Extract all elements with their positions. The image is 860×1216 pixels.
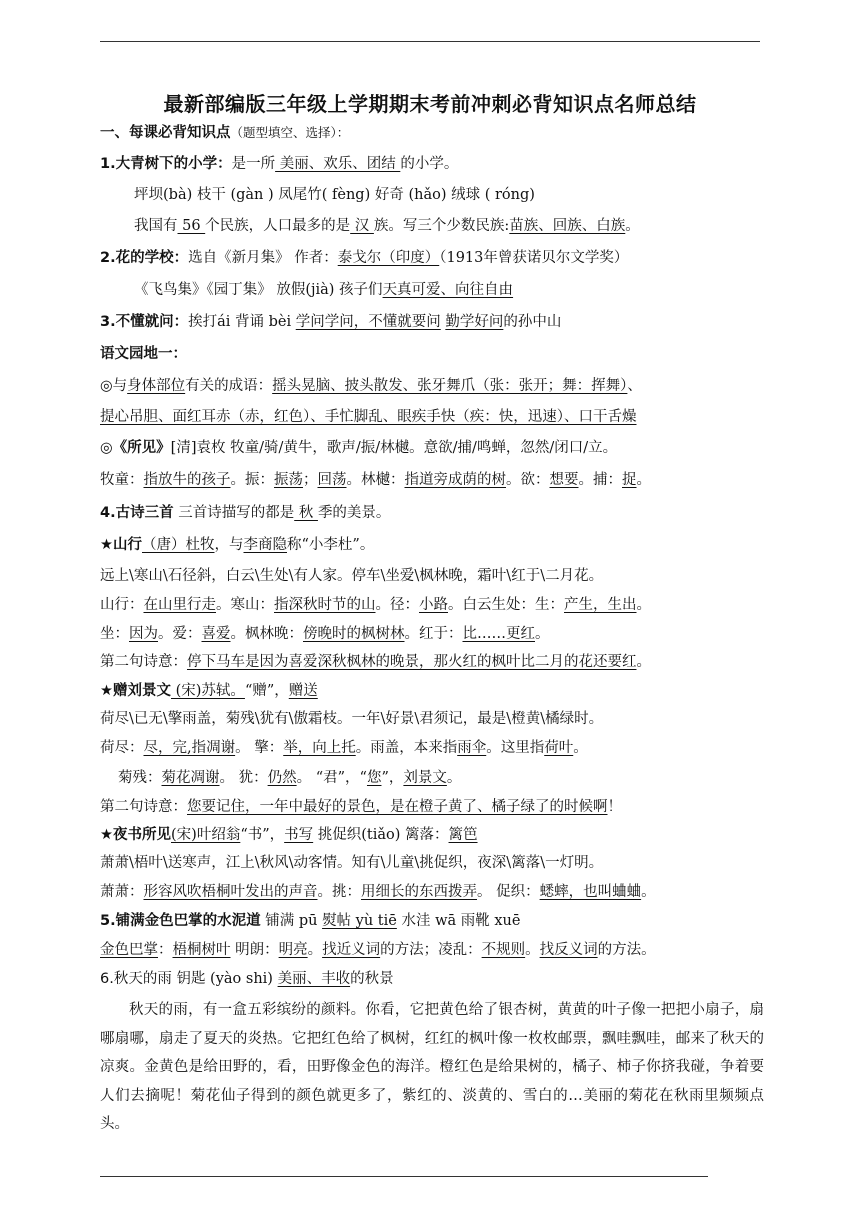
answer: 您要记住，一年中最好的景色，是在橙子黄了、橘子绿了的时候啊 — [187, 799, 608, 815]
text: 水洼 wā 雨靴 xuē — [396, 913, 521, 929]
answer: 蟋蟀，也叫蛐蛐 — [539, 884, 642, 900]
answer: 停下马车是因为喜爱深秋枫林的晚景，那火红的枫叶比二月的花还要红 — [187, 654, 637, 670]
text: ； — [303, 472, 318, 488]
zeng-meaning — [100, 797, 622, 817]
text: 。雨盖，本来指 — [355, 740, 458, 756]
answer: 雨伞 — [457, 740, 487, 756]
lesson-1-line — [100, 154, 458, 174]
lesson-5-heading: 5.铺满金色巴掌的水泥道 — [100, 913, 261, 929]
lesson-2-line — [100, 248, 628, 268]
text: 季的美景。 — [317, 505, 391, 521]
answer: 指道旁成荫的树 — [404, 472, 506, 488]
text: 。枫林晚： — [230, 626, 303, 642]
lesson-4-line — [100, 503, 390, 523]
answer: 比……更红 — [462, 626, 535, 642]
text: 。 — [307, 942, 323, 958]
text: 菊残： — [118, 770, 162, 786]
answer: 书写 — [284, 827, 314, 843]
text: 是一所 — [231, 156, 276, 172]
lesson-2-heading: 2.花的学校： — [100, 250, 189, 266]
text: 。挑： — [317, 884, 361, 900]
footer-rule — [100, 1176, 708, 1177]
poem-text: [清]袁枚 牧童/骑/黄牛，歌声/振/林樾。意欲/捕/鸣蝉，忽然/闭口/立。 — [170, 440, 618, 456]
shanxing-title-line — [100, 535, 374, 555]
answer: 学问学问，不懂就要问 — [295, 314, 441, 330]
answer: 苗族、回族、白族 — [509, 218, 626, 234]
text: 第二句诗意： — [100, 799, 187, 815]
answer: 天真可爱、向往自由 — [382, 282, 514, 298]
answer: 找近义词 — [322, 942, 381, 958]
answer: 喜爱 — [201, 626, 231, 642]
zeng-title-line — [100, 681, 318, 701]
yeshu-notes — [100, 882, 656, 902]
text: 的方法。 — [597, 942, 656, 958]
answer: 荷叶 — [544, 740, 574, 756]
text: 。白云生处：生： — [448, 597, 564, 613]
text: 三首诗描写的都是 — [173, 505, 295, 521]
text: 的方法；凌乱： — [380, 942, 482, 958]
answer: (宋)苏轼。 — [171, 683, 245, 699]
answer: 勤学好问 — [445, 314, 504, 330]
lesson-6-paragraph: 秋天的雨，有一盒五彩缤纷的颜料。你看，它把黄色给了银杏树，黄黄的叶子像一把把小扇子，扇哪扇哪，扇走了夏天的炎热。它把红色给了枫树，红红的枫叶像一枚枚邮票，飘哇飘哇，邮来了秋天的凉爽。金黄色是给田野的，看，田野像金色的海洋。橙红色是给果树的，橘子、柿子你挤我碰，争着要人们去摘呢！菊花仙子得到的颜色就更多了，紫红的、淡黄的、雪白的…美丽的菊花在秋雨里频频点头。 — [100, 1002, 764, 1132]
lesson-1-heading: 1.大青树下的小学： — [100, 156, 232, 172]
lesson-4-heading: 4.古诗三首 — [100, 505, 174, 521]
text: 。红于： — [404, 626, 463, 642]
yeshu-title-line — [100, 825, 478, 845]
answer: 熨帖 yù tiē — [322, 913, 397, 929]
text: 的孙中山 — [503, 314, 562, 330]
text: 。 — [535, 626, 550, 642]
answer: 汉 — [350, 218, 374, 234]
text: 选自《新月集》 作者： — [188, 250, 338, 266]
text: 。 犹： — [219, 770, 268, 786]
text: 钥匙 (yào shi) — [171, 971, 278, 987]
answer: 傍晚时的枫树林 — [303, 626, 405, 642]
answer: 身体部位 — [127, 378, 186, 394]
text: ”， — [381, 770, 404, 786]
text: 、 — [627, 378, 642, 394]
shanxing-poem: 远上\寒山\石径斜，白云\生处\有人家。停车\坐爱\枫林晚，霜叶\红于\二月花。 — [100, 568, 604, 584]
text: 《飞鸟集》《园丁集》 放假(jià) 孩子们 — [134, 282, 383, 298]
lesson-1-pinyin: 坪坝(bà) 枝干 (gàn ) 凤尾竹( fèng) 好奇 (hǎo) 绒球 ( róng) — [134, 187, 535, 203]
answer: 形容风吹梧桐叶发出的声音 — [143, 884, 318, 900]
answer: 摇头晃脑、披头散发、张牙舞爪（张：张开；舞：挥舞） — [272, 378, 628, 394]
section-heading — [100, 123, 349, 143]
lesson-1-ethnic — [134, 216, 640, 236]
text: 。 — [641, 884, 656, 900]
text: 。寒山： — [216, 597, 274, 613]
answer: 因为 — [129, 626, 158, 642]
text: 挨打ái 背诵 bèi — [188, 314, 296, 330]
poem-title: ★赠刘景文 — [100, 683, 171, 699]
text: 。 — [636, 654, 651, 670]
answer: 美丽、丰收 — [277, 971, 351, 987]
text: “赠”， — [244, 683, 289, 699]
answer: 刘景文 — [403, 770, 447, 786]
answer: (宋)叶绍翁 — [171, 827, 241, 843]
text: 明朗： — [230, 942, 279, 958]
text: 个民族，人口最多的是 — [205, 218, 351, 234]
answer: 菊花凋谢 — [161, 770, 220, 786]
answer: 指深秋时节的山 — [274, 597, 376, 613]
answer: 在山里行走 — [143, 597, 216, 613]
text: ： — [158, 942, 173, 958]
answer: 李商隐 — [243, 537, 287, 553]
yeshu-poem: 萧萧\梧叶\送寒声，江上\秋风\动客情。知有\儿童\挑促织，夜深\篱落\一灯明。 — [100, 855, 604, 871]
text: 。 — [525, 942, 540, 958]
text: “书”， — [240, 827, 285, 843]
text: 坐： — [100, 626, 129, 642]
answer: 您 — [366, 770, 382, 786]
text: 。捕： — [578, 472, 622, 488]
lesson-6-heading: 6.秋天的雨 — [100, 971, 172, 987]
section-heading-text: 一、每课必背知识点 — [100, 125, 231, 141]
section-heading-note: （题型填空、选择）： — [230, 125, 350, 140]
answer: 小路 — [419, 597, 448, 613]
zeng-notes-2 — [118, 768, 461, 788]
zeng-notes-1 — [100, 738, 588, 758]
answer: 不规则 — [481, 942, 526, 958]
lesson-3-heading: 3.不懂就问： — [100, 314, 189, 330]
lesson-5-notes — [100, 940, 656, 960]
text: 称“小李杜”。 — [287, 537, 375, 553]
text: （1913年曾获诺贝尔文学奖） — [439, 250, 629, 266]
text: 铺满 pū — [260, 913, 323, 929]
answer: 泰戈尔（印度） — [337, 250, 440, 266]
text: 。 — [625, 218, 640, 234]
lesson-5-line — [100, 911, 520, 931]
text: 荷尽： — [100, 740, 144, 756]
text: 。这里指 — [486, 740, 545, 756]
answer: 振荡 — [274, 472, 303, 488]
answer: 金色巴掌 — [100, 942, 158, 958]
text: 萧萧： — [100, 884, 144, 900]
answer: 梧桐树叶 — [172, 942, 231, 958]
answer: 捉 — [622, 472, 637, 488]
header-rule — [100, 41, 760, 42]
text: ，与 — [214, 537, 244, 553]
shanxing-meaning — [100, 652, 651, 672]
text: 牧童： — [100, 472, 144, 488]
text: 。林樾： — [346, 472, 405, 488]
text: 。 — [446, 770, 462, 786]
lesson-6-line — [100, 969, 394, 989]
text: 的秋景 — [350, 971, 394, 987]
document-title: 最新部编版三年级上学期期末考前冲刺必背知识点名师总结 — [163, 92, 697, 116]
text: 。欲： — [506, 472, 550, 488]
text: ！ — [607, 799, 622, 815]
answer: （唐）杜牧 — [142, 537, 215, 553]
text: 山行： — [100, 597, 144, 613]
shanxing-notes-2 — [100, 624, 550, 644]
yuwen-garden-heading: 语文园地一： — [100, 346, 187, 362]
text: 。 — [636, 597, 651, 613]
answer: 明亮 — [278, 942, 308, 958]
answer: 想要 — [549, 472, 579, 488]
text: 我国有 — [134, 218, 178, 234]
text: 的小学。 — [400, 156, 459, 172]
text: 族。写三个少数民族: — [373, 218, 510, 234]
text: 第二句诗意： — [100, 654, 187, 670]
poem-title: ◎《所见》 — [100, 440, 171, 456]
shanxing-notes-1 — [100, 595, 651, 615]
idioms-line-2 — [100, 407, 637, 427]
text: 有关的成语： — [185, 378, 273, 394]
lesson-2-detail — [134, 280, 513, 300]
answer: 篱笆 — [448, 827, 478, 843]
text: 。振： — [230, 472, 274, 488]
answer: 产生，生出 — [564, 597, 637, 613]
text: 。爱： — [158, 626, 202, 642]
idioms-line-1 — [100, 376, 642, 396]
answer: 找反义词 — [539, 942, 598, 958]
answer: 回荡 — [317, 472, 347, 488]
text: ◎与 — [100, 378, 128, 394]
text: 。 “君”，“ — [296, 770, 367, 786]
answer: 美丽、欢乐、团结 — [275, 156, 401, 172]
poem-title: ★山行 — [100, 537, 142, 553]
answer: 指放牛的孩子 — [143, 472, 231, 488]
zeng-poem: 荷尽\已无\擎雨盖，菊残\犹有\傲霜枝。一年\好景\君须记，最是\橙黄\橘绿时。 — [100, 711, 604, 727]
poem-title: ★夜书所见 — [100, 827, 171, 843]
answer: 举，向上托 — [283, 740, 356, 756]
suojian-poem — [100, 438, 617, 458]
lesson-3-line — [100, 312, 561, 332]
text: 。 — [573, 740, 588, 756]
text: 。径： — [375, 597, 419, 613]
text: 。 促织： — [477, 884, 540, 900]
text: 。 擎： — [235, 740, 284, 756]
text: 挑促织(tiǎo) 篱落： — [313, 827, 449, 843]
suojian-notes — [100, 470, 651, 490]
answer: 赠送 — [288, 683, 318, 699]
answer: 用细长的东西拨弄 — [361, 884, 477, 900]
answer: 仍然 — [267, 770, 297, 786]
answer: 秋 — [294, 505, 318, 521]
text: 。 — [636, 472, 651, 488]
answer: 56 — [177, 218, 206, 234]
answer: 提心吊胆、面红耳赤（赤，红色）、手忙脚乱、眼疾手快（疾：快，迅速）、口干舌燥 — [100, 409, 637, 425]
answer: 尽，完,指凋谢 — [143, 740, 236, 756]
